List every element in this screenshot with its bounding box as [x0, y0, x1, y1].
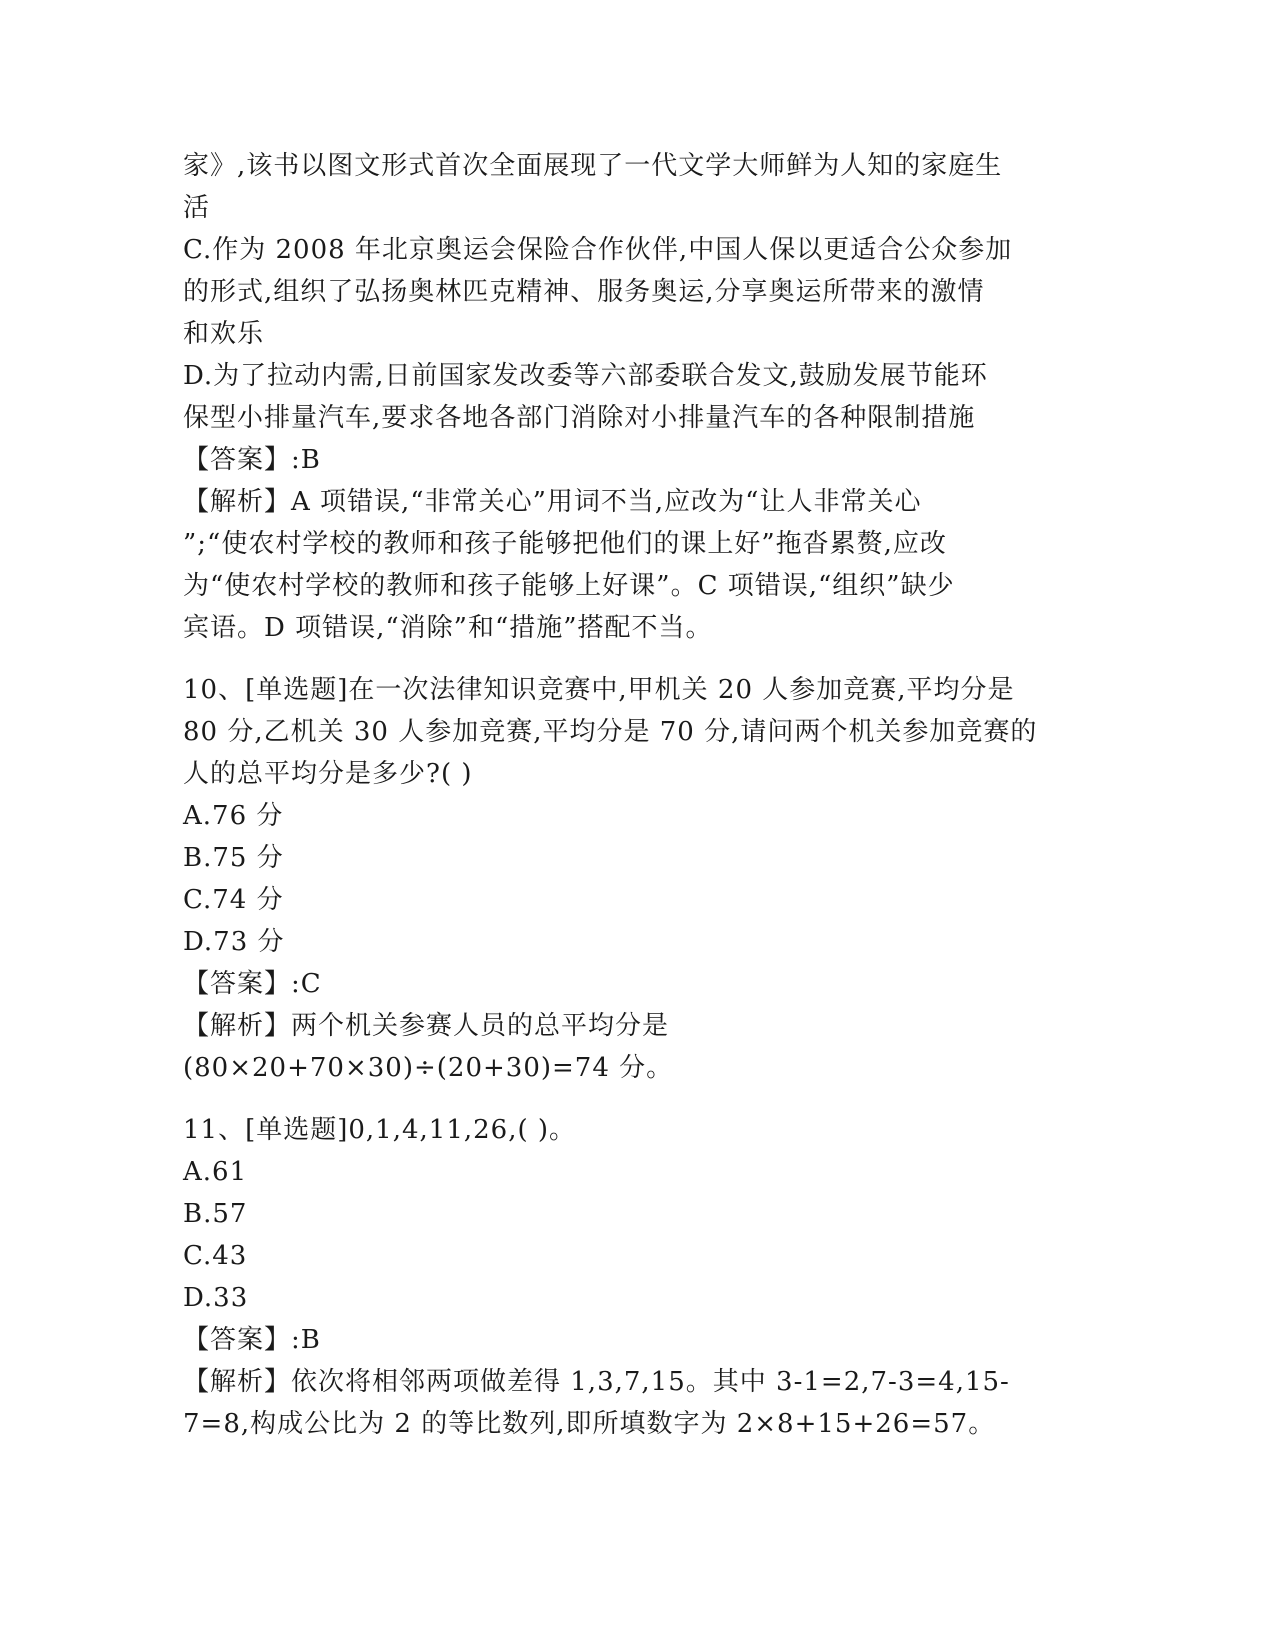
question-9-continuation — [183, 145, 1083, 649]
answer-line: 【答案】:C — [183, 969, 322, 999]
text-line: 为“使农村学校的教师和孩子能够上好课”。C 项错误,“组织”缺少 — [183, 571, 955, 601]
question-stem: 人的总平均分是多少?( ) — [183, 759, 473, 789]
text-line: 宾语。D 项错误,“消除”和“措施”搭配不当。 — [183, 613, 713, 643]
block-gap — [183, 649, 1083, 669]
answer-line: 【答案】:B — [183, 445, 321, 475]
explanation-line: 【解析】依次将相邻两项做差得 1,3,7,15。其中 3-1=2,7-3=4,15- — [183, 1367, 1010, 1397]
option-d: D.73 分 — [183, 927, 285, 957]
option-d: D.33 — [183, 1283, 249, 1313]
question-11 — [183, 1109, 1083, 1445]
option-b: B.57 — [183, 1199, 248, 1229]
text-line: 家》,该书以图文形式首次全面展现了一代文学大师鲜为人知的家庭生 — [183, 151, 1003, 181]
option-c: C.43 — [183, 1241, 248, 1271]
question-stem: 11、[单选题]0,1,4,11,26,( )。 — [183, 1115, 577, 1145]
option-c: C.作为 2008 年北京奥运会保险合作伙伴,中国人保以更适合公众参加 — [183, 235, 1013, 265]
block-gap — [183, 1089, 1083, 1109]
text-line: 活 — [183, 193, 211, 223]
answer-line: 【答案】:B — [183, 1325, 321, 1355]
option-a: A.76 分 — [183, 801, 284, 831]
option-b: B.75 分 — [183, 843, 284, 873]
text-line: 和欢乐 — [183, 319, 265, 349]
explanation-line: 7=8,构成公比为 2 的等比数列,即所填数字为 2×8+15+26=57。 — [183, 1409, 996, 1439]
question-10 — [183, 669, 1083, 1089]
text-line: 的形式,组织了弘扬奥林匹克精神、服务奥运,分享奥运所带来的激情 — [183, 277, 985, 307]
text-line: ”;“使农村学校的教师和孩子能够把他们的课上好”拖沓累赘,应改 — [183, 529, 947, 559]
option-d: D.为了拉动内需,日前国家发改委等六部委联合发文,鼓励发展节能环 — [183, 361, 988, 391]
option-a: A.61 — [183, 1157, 248, 1187]
explanation-line: 【解析】两个机关参赛人员的总平均分是 — [183, 1011, 670, 1041]
question-stem: 10、[单选题]在一次法律知识竞赛中,甲机关 20 人参加竞赛,平均分是 — [183, 675, 1015, 705]
page-content — [183, 145, 1083, 1445]
option-c: C.74 分 — [183, 885, 284, 915]
question-stem: 80 分,乙机关 30 人参加竞赛,平均分是 70 分,请问两个机关参加竞赛的 — [183, 717, 1038, 747]
explanation-line: (80×20+70×30)÷(20+30)=74 分。 — [183, 1053, 674, 1083]
explanation-line: 【解析】A 项错误,“非常关心”用词不当,应改为“让人非常关心 — [183, 487, 922, 517]
text-line: 保型小排量汽车,要求各地各部门消除对小排量汽车的各种限制措施 — [183, 403, 976, 433]
